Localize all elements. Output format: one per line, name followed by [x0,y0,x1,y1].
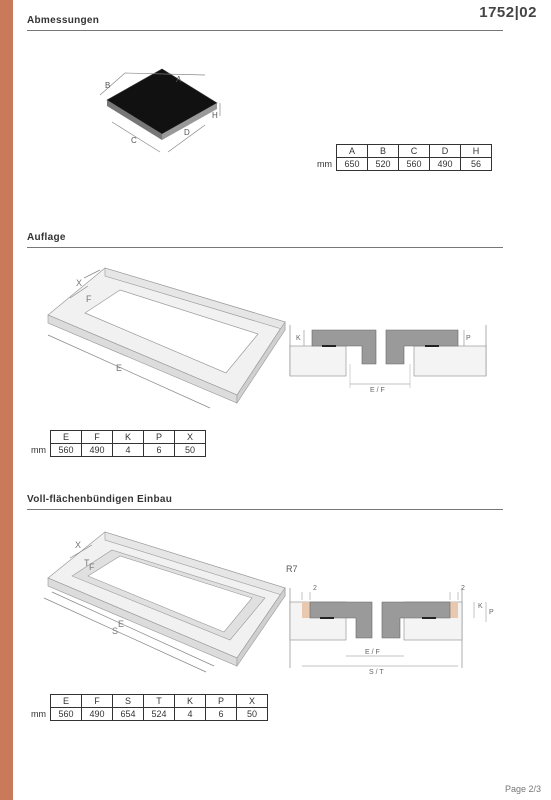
label-p: P [466,335,471,342]
label-b: B [105,81,111,90]
label-s: S [112,626,119,636]
page-number: Page 2/3 [504,784,541,794]
label-r7: R7 [286,564,298,574]
label-f: F [89,562,95,572]
dimensions-table: A B C D H mm 650 520 560 490 56 [312,144,492,171]
label-e-f: E / F [370,387,385,394]
section-title-einbau: Voll-flächenbündigen Einbau [27,494,173,505]
label-t: T [84,558,90,568]
label-h: H [212,111,218,120]
section-title-auflage: Auflage [27,232,66,243]
label-k: K [478,603,483,610]
label-gap-right: 2 [461,585,465,592]
label-e-f: E / F [365,649,380,656]
label-c: C [131,136,137,145]
einbau-table: E F S T K P X mm 560 490 654 524 4 6 50 [28,694,268,721]
document-id: 1752|02 [479,4,537,21]
label-f: F [86,294,92,304]
label-x: X [76,278,83,288]
label-e: E [118,619,125,629]
label-a: A [176,75,182,84]
auflage-table: E F K P X mm 560 490 4 6 50 [28,430,206,457]
label-s-t: S / T [369,669,384,676]
label-p: P [489,609,494,616]
label-gap-left: 2 [313,585,317,592]
section-title-abmessungen: Abmessungen [27,15,100,26]
label-x: X [75,540,82,550]
label-d: D [184,128,190,137]
label-k: K [296,335,301,342]
label-e: E [116,363,123,373]
